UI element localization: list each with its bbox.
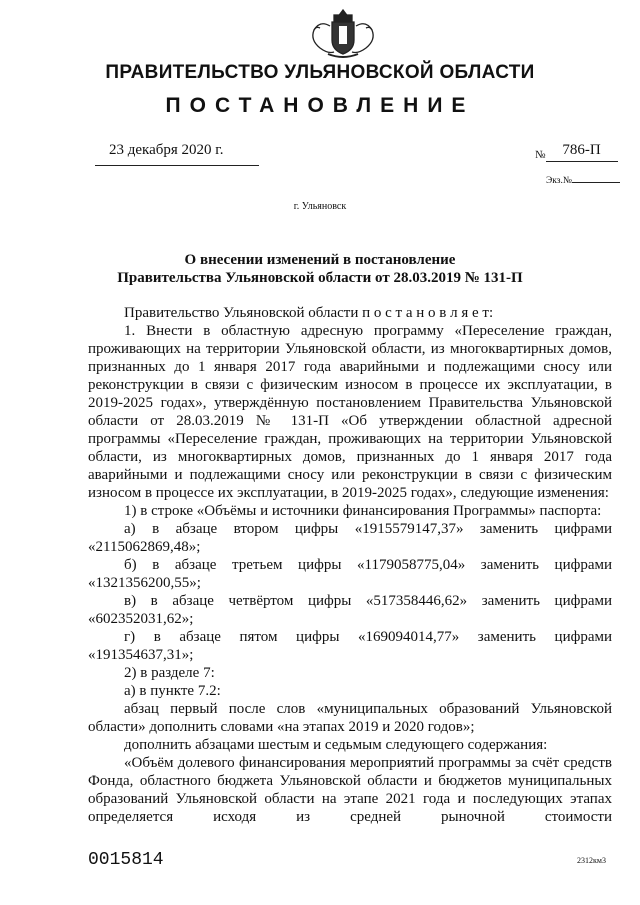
city: г. Ульяновск bbox=[293, 201, 347, 212]
paragraph: г) в абзаце пятом цифры «169094014,77» заменить цифрами «191354637,31»; bbox=[88, 629, 612, 663]
title-line-1: О внесении изменений в постановление bbox=[184, 252, 456, 268]
paragraph: б) в абзаце третьем цифры «1179058775,04» заменить цифрами «1321356200,55»; bbox=[88, 557, 612, 591]
paragraph: 1) в строке «Объёмы и источники финансирования Программы» паспорта: bbox=[124, 503, 602, 519]
number-value: 786-П bbox=[546, 142, 618, 162]
document-date: 23 декабря 2020 г. bbox=[95, 142, 259, 166]
copy-line bbox=[572, 182, 620, 183]
document-body bbox=[88, 304, 612, 826]
copy-label: Экз.№ bbox=[546, 176, 572, 186]
title-line-2: Правительства Ульяновской области от 28.03.2019 № 131-П bbox=[117, 270, 523, 286]
paragraph: в) в абзаце четвёртом цифры «517358446,62» заменить цифрами «602352031,62»; bbox=[88, 593, 612, 627]
number-sign: № bbox=[535, 149, 546, 161]
paragraph: «Объём долевого финансирования мероприятий программы за счёт средств Фонда, областного бюджета Ульяновской области и бюджетов муниципальных образований Ульяновской области на этапе 2021 года и последующих этапах определяется исходя из средней рыночной стоимости bbox=[88, 755, 612, 825]
paragraph: абзац первый после слов «муниципальных образований Ульяновской области» дополнить словами «на этапах 2019 и 2020 годов»; bbox=[88, 701, 612, 735]
document-number bbox=[535, 142, 618, 162]
paragraph: Правительство Ульяновской области п о с т а н о в л я е т: bbox=[124, 305, 494, 321]
government-name: ПРАВИТЕЛЬСТВО УЛЬЯНОВСКОЙ ОБЛАСТИ bbox=[105, 62, 535, 83]
serial-number: 0015814 bbox=[88, 850, 164, 870]
paragraph: 2) в разделе 7: bbox=[124, 665, 215, 681]
coat-of-arms-icon bbox=[300, 6, 386, 62]
document-type: ПОСТАНОВЛЕНИЕ bbox=[165, 94, 475, 117]
print-code: 2312км3 bbox=[577, 856, 606, 865]
paragraph: 1. Внести в областную адресную программу «Переселение граждан, проживающих на территории Ульяновской области, из многоквартирных домов, признанных до 1 января 2017 года аварийными и подлежащими сносу или реконструкции в связи с физическим износом в процессе их эксплуатации, в 2019-2025 годах», утверждённую постановлением Правительства Ульяновской области от 28.03.2019 № 131-П «Об утверждении областной адресной программы «Переселение граждан, проживающих на территории Ульяновской области, из многоквартирных домов, признанных до 1 января 2017 года аварийными и подлежащими сносу или реконструкции в связи с физическим износом в процессе их эксплуатации, в 2019-2025 годах», следующие изменения: bbox=[88, 323, 612, 501]
document-title bbox=[0, 251, 640, 287]
paragraph: а) в абзаце втором цифры «1915579147,37» заменить цифрами «2115062869,48»; bbox=[88, 521, 612, 555]
copy-number bbox=[546, 176, 620, 186]
paragraph: а) в пункте 7.2: bbox=[124, 683, 221, 699]
paragraph: дополнить абзацами шестым и седьмым следующего содержания: bbox=[124, 737, 548, 753]
